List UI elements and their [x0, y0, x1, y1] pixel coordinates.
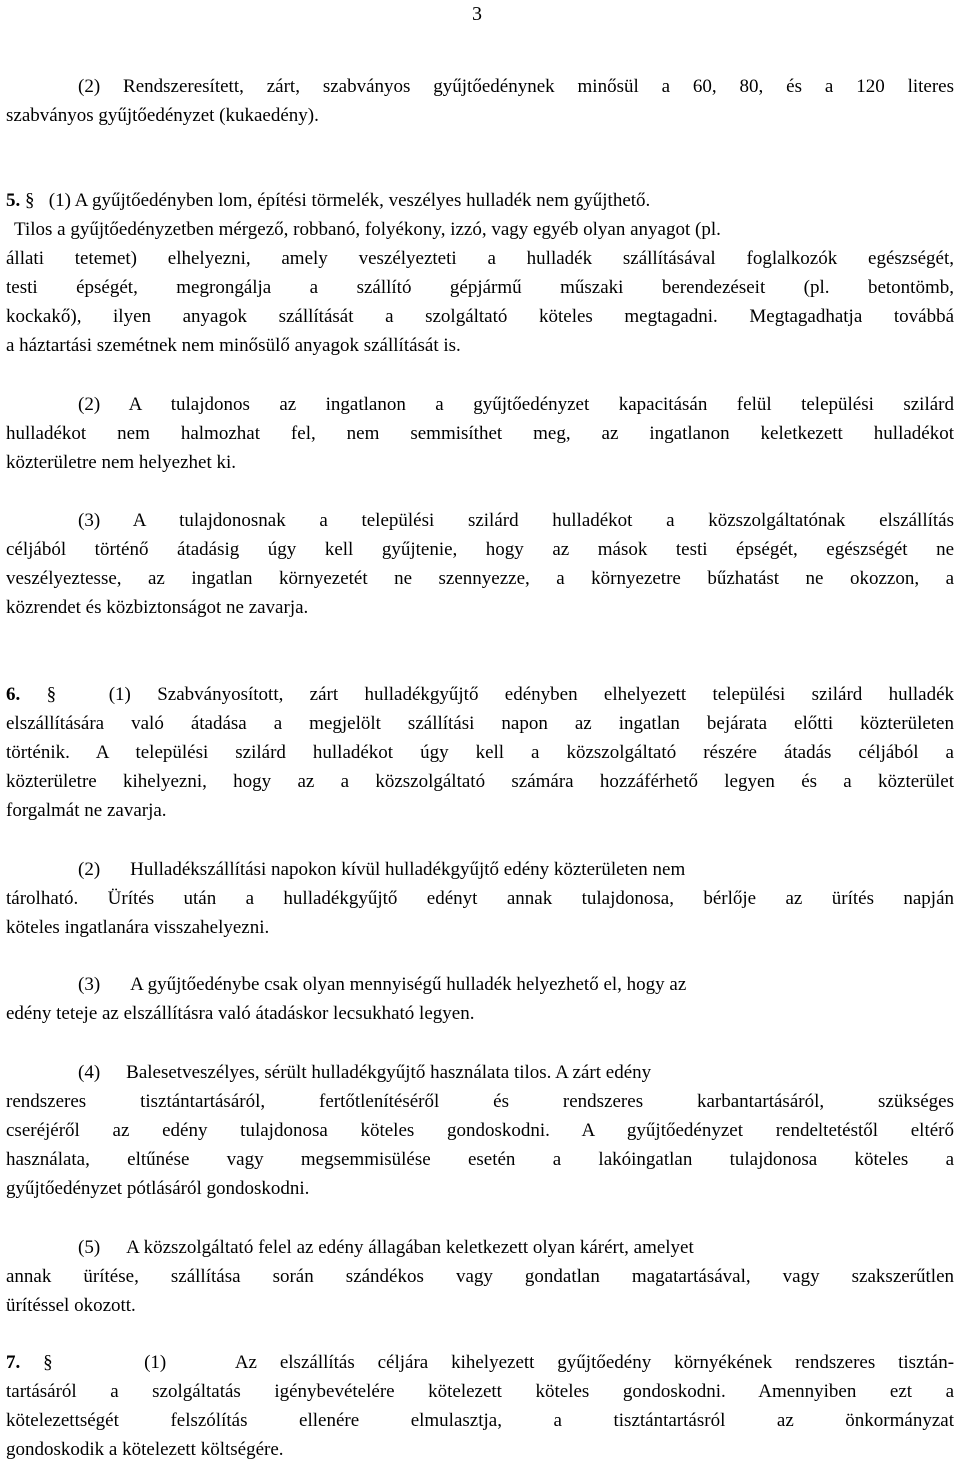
text-line: tartásáról a szolgáltatás igénybevételére kötelezett köteles gondoskodni. Amennyiben ezt a: [6, 1381, 954, 1402]
section-5: [6, 186, 954, 360]
text-segment: Szabványosított, zárt hulladékgyűjtő edényben elhelyezett települési szilárd hulladék: [157, 684, 955, 705]
text-line: [6, 1348, 954, 1377]
section-6-paragraph-5: [6, 1233, 954, 1320]
paragraph-label: (4): [78, 1062, 101, 1083]
text-segment: (1) A gyűjtőedényben lom, építési törmelék, veszélyes hulladék nem gyűjthető.: [48, 190, 651, 211]
section-6-paragraph-2: [6, 855, 954, 942]
section-number: 5.: [6, 190, 21, 211]
section-sign: §: [25, 190, 35, 211]
text-segment: A gyűjtőedénybe csak olyan mennyiségű hulladék helyezhető el, hogy az: [130, 974, 687, 995]
text-line: (2) A tulajdonos az ingatlanon a gyűjtőedényzet kapacitásán felül települési szilárd: [78, 394, 954, 415]
paragraph-label: (1): [108, 684, 131, 705]
section-7: [6, 1348, 954, 1464]
text-line: céljából történő átadásig úgy kell gyűjtenie, hogy az mások testi épségét, egészségét ne: [6, 539, 954, 560]
section-sign: §: [46, 684, 57, 705]
text-line: a háztartási szemétnek nem minősülő anyagok szállítását is.: [6, 335, 461, 356]
text-segment: Hulladékszállítási napokon kívül hulladékgyűjtő edény közterületen nem: [130, 859, 686, 880]
paragraph-label: (1): [144, 1352, 167, 1373]
text-line: köteles ingatlanára visszahelyezni.: [6, 917, 270, 938]
section-number: 6.: [6, 684, 21, 705]
section-sign: §: [43, 1352, 53, 1373]
text-line: elszállítására való átadása a megjelölt szállítási napon az ingatlan bejárata előtti közterületen: [6, 713, 954, 734]
text-line: [6, 1058, 954, 1087]
paragraph-label: (5): [78, 1237, 101, 1258]
text-line: edény teteje az elszállításra való átadáskor lecsukható legyen.: [6, 1003, 475, 1024]
section-6: [6, 680, 954, 825]
text-line: [6, 855, 954, 884]
text-line: szabványos gyűjtőedényzet (kukaedény).: [6, 105, 319, 126]
section-5-paragraph-2: [6, 390, 954, 477]
text-line: [6, 1233, 954, 1262]
text-line: (2) Rendszeresített, zárt, szabványos gyűjtőedénynek minősül a 60, 80, és a 120 literes: [78, 76, 954, 97]
text-line: kockakő), ilyen anyagok szállítását a szolgáltató köteles megtagadni. Megtagadhatja továbbá: [6, 306, 954, 327]
text-line: közrendet és közbiztonságot ne zavarja.: [6, 597, 309, 618]
text-line: cseréjéről az edény tulajdonosa köteles gondoskodni. A gyűjtőedényzet rendeltetéstől eltérő: [6, 1120, 954, 1141]
text-line: hulladékot nem halmozhat fel, nem semmisíthet meg, az ingatlanon keletkezett hulladékot: [6, 423, 954, 444]
text-line: gyűjtőedényzet pótlásáról gondoskodni.: [6, 1178, 310, 1199]
page-number: 3: [472, 3, 482, 25]
text-line: használata, eltűnése vagy megsemmisülése esetén a lakóingatlan tulajdonosa köteles a: [6, 1149, 954, 1170]
text-line: rendszeres tisztántartásáról, fertőtlenítéséről és rendszeres karbantartásáról, szükséges: [6, 1091, 954, 1112]
text-line: [6, 680, 954, 709]
text-line: gondoskodik a kötelezett költségére.: [6, 1439, 284, 1460]
text-line: annak ürítése, szállítása során szándékos vagy gondatlan magatartásával, vagy szakszerűtlen: [6, 1266, 954, 1287]
text-line: veszélyeztesse, az ingatlan környezetét ne szennyezze, a környezetre bűzhatást ne okozzon, a: [6, 568, 954, 589]
paragraph-label: (3): [78, 974, 101, 995]
text-segment: A közszolgáltató felel az edény állagában keletkezett olyan kárért, amelyet: [126, 1237, 694, 1258]
section-6-paragraph-3: [6, 970, 954, 1028]
text-line: testi épségét, megrongálja a szállító gépjármű műszaki berendezéseit (pl. betontömb,: [6, 277, 954, 298]
paragraph-label: (2): [78, 859, 101, 880]
text-line: forgalmát ne zavarja.: [6, 800, 167, 821]
section-6-paragraph-4: [6, 1058, 954, 1203]
text-line: közterületre nem helyezhet ki.: [6, 452, 237, 473]
text-segment: Balesetveszélyes, sérült hulladékgyűjtő használata tilos. A zárt edény: [126, 1062, 652, 1083]
section-5-paragraph-3: [6, 506, 954, 622]
text-line: történik. A települési szilárd hulladékot úgy kell a közszolgáltató részére átadás céljából a: [6, 742, 954, 763]
text-line: [6, 186, 954, 215]
text-line: tárolható. Ürítés után a hulladékgyűjtő edényt annak tulajdonosa, bérlője az ürítés napján: [6, 888, 954, 909]
section-number: 7.: [6, 1352, 21, 1373]
text-line: [6, 970, 954, 999]
paragraph-standard-container: [6, 72, 954, 130]
text-line: közterületre kihelyezni, hogy az a közszolgáltató számára hozzáférhető legyen és a közterület: [6, 771, 954, 792]
text-segment: Az elszállítás céljára kihelyezett gyűjtőedény környékének rendszeres tisztán-: [234, 1352, 955, 1373]
text-line: állati tetemet) elhelyezni, amely veszélyezteti a hulladék szállításával foglalkozók egészségét,: [6, 248, 954, 269]
text-line: ürítéssel okozott.: [6, 1295, 136, 1316]
text-line: (3) A tulajdonosnak a települési szilárd hulladékot a közszolgáltatónak elszállítás: [78, 510, 954, 531]
text-line: Tilos a gyűjtőedényzetben mérgező, robbanó, folyékony, izzó, vagy egyéb olyan anyagot (pl.: [14, 219, 721, 240]
text-line: kötelezettségét felszólítás ellenére elmulasztja, a tisztántartásról az önkormányzat: [6, 1410, 954, 1431]
